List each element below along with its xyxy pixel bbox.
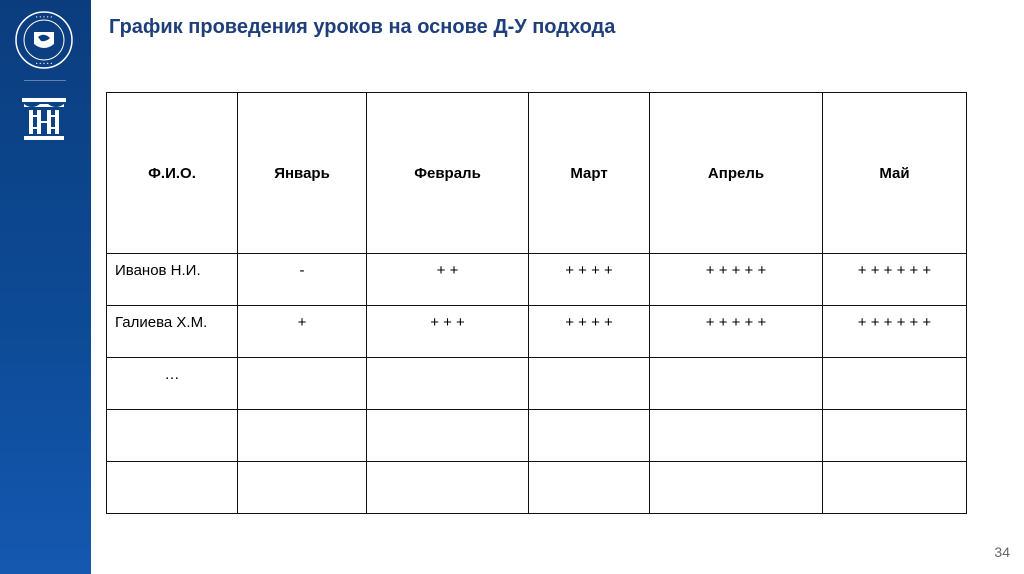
table-cell: + + + + — [529, 306, 650, 358]
table-cell — [107, 410, 238, 462]
table-cell: + + — [367, 254, 529, 306]
table-cell: Галиева Х.М. — [107, 306, 238, 358]
table-cell — [238, 410, 367, 462]
table-cell — [529, 410, 650, 462]
table-row — [107, 410, 967, 462]
university-seal-logo — [14, 10, 74, 70]
table-cell: + + + + — [529, 254, 650, 306]
sidebar — [0, 0, 91, 574]
table-cell: + + + + + — [650, 254, 823, 306]
column-emblem-logo — [20, 96, 68, 142]
table-cell — [367, 410, 529, 462]
header-march: Март — [529, 93, 650, 254]
table-cell — [650, 358, 823, 410]
table-cell: + + + + + + — [823, 254, 967, 306]
table-row — [107, 306, 967, 358]
table-header-row — [107, 93, 967, 254]
table-cell — [238, 462, 367, 514]
table-cell — [823, 462, 967, 514]
table-cell: - — [238, 254, 367, 306]
svg-text:• • • • •: • • • • • — [35, 61, 53, 66]
svg-text:• • • • •: • • • • • — [35, 14, 53, 20]
header-fio: Ф.И.О. — [107, 93, 238, 254]
table-cell — [529, 462, 650, 514]
header-april: Апрель — [650, 93, 823, 254]
table-cell — [238, 358, 367, 410]
table-cell: Иванов Н.И. — [107, 254, 238, 306]
table-cell — [367, 462, 529, 514]
table-cell — [367, 358, 529, 410]
sidebar-divider — [24, 80, 66, 81]
header-february: Февраль — [367, 93, 529, 254]
table-cell: + + + + + + — [823, 306, 967, 358]
lesson-schedule-table — [106, 92, 967, 514]
header-january: Январь — [238, 93, 367, 254]
table-cell — [823, 410, 967, 462]
table-cell: + + + + + — [650, 306, 823, 358]
table-cell: + + + — [367, 306, 529, 358]
table-cell — [529, 358, 650, 410]
table-cell — [107, 462, 238, 514]
table-cell — [823, 358, 967, 410]
table-row — [107, 358, 967, 410]
table-row — [107, 254, 967, 306]
page-number: 34 — [994, 544, 1010, 560]
table-row — [107, 462, 967, 514]
table-cell — [650, 462, 823, 514]
table-cell: … — [107, 358, 238, 410]
slide-title: График проведения уроков на основе Д-У подхода — [109, 16, 616, 38]
table-cell: + — [238, 306, 367, 358]
header-may: Май — [823, 93, 967, 254]
table-cell — [650, 410, 823, 462]
